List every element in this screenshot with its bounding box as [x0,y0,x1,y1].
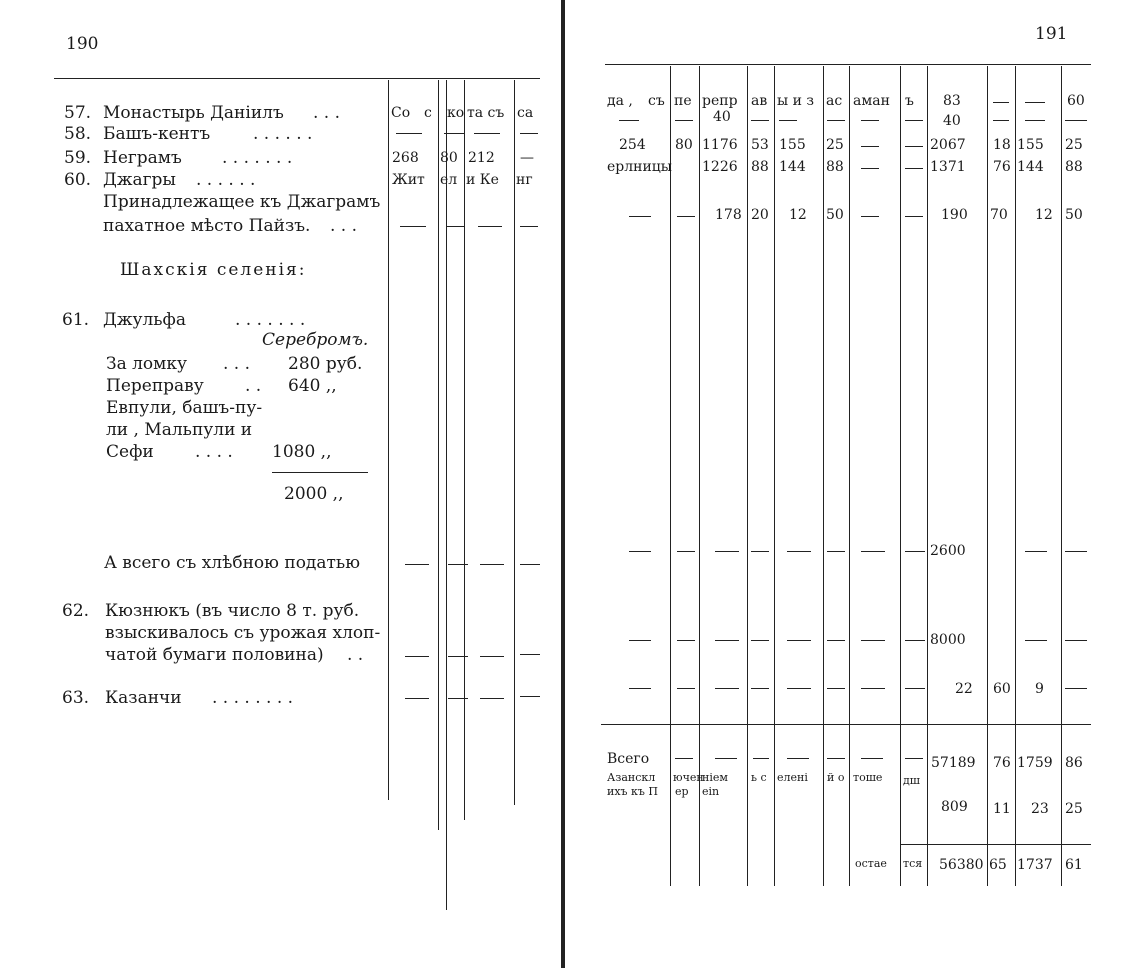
table-cell: 56380 [939,857,984,873]
table-cell: 53 [751,137,769,153]
table-cell: 2067 [930,137,966,153]
dash-mark [861,120,879,121]
table-cell: 25 [1065,137,1083,153]
entry-name: Казанчи [105,688,182,708]
belonging-line: пахатное мѣсто Пайзъ. [103,216,311,236]
entry-name: Башъ-кентъ [103,124,211,144]
table-cell: 23 [1031,801,1049,817]
dash-mark [448,564,468,565]
leader-dots: . . [347,645,364,665]
dash-mark [448,656,468,657]
table-cell: — [520,150,534,166]
dash-mark [446,226,464,227]
dash-mark [905,146,923,147]
dash-mark [478,226,502,227]
leader-dots: . . . . . . [196,170,256,190]
column-rule [699,66,700,886]
header-rule [54,78,540,79]
grand-total-label: А всего съ хлѣбною податью [104,553,360,573]
column-rule [670,66,671,886]
dash-mark [520,654,540,655]
item-label: Сефи [106,442,154,462]
table-cell: ко [447,105,465,121]
table-cell: 60 [1067,93,1085,109]
column-rule [388,80,389,800]
leader-dots: . . . . . . . . [212,688,294,708]
table-cell: та съ [467,105,505,121]
page-number-right: 191 [1035,24,1068,44]
dash-mark [861,640,885,641]
azan-text: дш [903,774,920,787]
table-cell: 88 [751,159,769,175]
currency-label: Серебромъ. [262,330,369,350]
table-cell: с [424,105,432,121]
dash-mark [405,698,429,699]
remainder-label: тся [903,857,923,870]
dash-mark [905,216,923,217]
entry-name: Неграмъ [103,148,182,168]
dash-mark [619,120,639,121]
leader-dots: . . . [313,103,341,123]
dash-mark [405,656,429,657]
dash-mark [677,551,695,552]
dash-mark [905,640,925,641]
table-cell: нг [516,172,533,188]
column-rule [446,80,447,910]
dash-mark [1025,120,1045,121]
column-rule [774,66,775,886]
dash-mark [905,758,923,759]
dash-mark [787,551,811,552]
dash-mark [675,758,693,759]
table-cell: са [517,105,534,121]
dash-mark [405,564,429,565]
table-cell: репр [702,93,738,109]
table-cell: 25 [826,137,844,153]
table-cell: 212 [468,150,495,166]
table-cell: и Ке [466,172,499,188]
table-cell: 80 [675,137,693,153]
table-cell: 22 [955,681,973,697]
leader-dots: . . . . [195,442,233,462]
leader-dots: . . . . . . . [222,148,293,168]
table-cell: 88 [826,159,844,175]
dash-mark [520,696,540,697]
dash-mark [400,226,426,227]
total-label: Всего [607,751,650,767]
dash-mark [905,551,925,552]
azan-text: Азанскл [607,771,656,784]
dash-mark [715,551,739,552]
table-cell: 40 [943,113,961,129]
leader-dots: . . . [330,216,358,236]
table-cell: 2600 [930,543,966,559]
azan-text: елені [777,771,808,784]
azan-text: ніем [702,771,728,784]
table-cell: 25 [1065,801,1083,817]
table-cell: 76 [993,159,1011,175]
dash-mark [787,640,811,641]
remainder-rule [900,844,1091,845]
dash-mark [396,133,422,134]
dash-mark [629,688,651,689]
column-rule [1015,66,1016,886]
dash-mark [861,551,885,552]
dash-mark [629,216,651,217]
table-cell: 57189 [931,755,976,771]
table-cell: 11 [993,801,1011,817]
table-cell: ерлницы [607,159,672,175]
leader-dots: . . . . . . [253,124,313,144]
column-rule [900,66,901,886]
table-cell: 18 [993,137,1011,153]
table-cell: Со [391,105,411,121]
dash-mark [751,551,769,552]
dash-mark [677,640,695,641]
item-label: Евпули, башъ-пу- [106,398,263,418]
dash-mark [480,564,504,565]
entry-name: Джагры [103,170,176,190]
column-rule [464,80,465,820]
left-page [0,0,561,968]
table-cell: 40 [713,109,731,125]
dash-mark [751,688,769,689]
entry-name: Джульфа [103,310,186,330]
dash-mark [787,758,809,759]
dash-mark [861,216,879,217]
azan-text: й о [827,771,845,784]
table-cell: ел [440,172,458,188]
dash-mark [751,640,769,641]
dash-mark [715,688,739,689]
table-cell: 76 [993,755,1011,771]
table-cell: пе [674,93,692,109]
dash-mark [993,102,1009,103]
dash-mark [1065,551,1087,552]
item-label: Переправу [106,376,204,396]
table-cell: 9 [1035,681,1044,697]
entry-number: 63. [62,688,90,708]
column-rule [438,80,439,830]
table-cell: да , [607,93,633,109]
table-cell: аман [853,93,890,109]
entry-number: 58. [64,124,92,144]
subtotal-value: 2000 ,, [284,484,344,504]
table-cell: 1226 [702,159,738,175]
dash-mark [827,120,845,121]
table-cell: 155 [1017,137,1044,153]
dash-mark [715,758,737,759]
dash-mark [827,758,845,759]
dash-mark [520,564,540,565]
azan-text: ер [675,785,689,798]
dash-mark [751,120,769,121]
dash-mark [861,688,885,689]
dash-mark [905,120,923,121]
table-cell: ав [751,93,768,109]
table-cell: 1176 [702,137,738,153]
header-rule [605,64,1091,65]
table-cell: 1759 [1017,755,1053,771]
entry-text: Кюзнюкъ (въ число 8 т. руб. [105,601,360,621]
dash-mark [1065,688,1087,689]
dash-mark [779,120,797,121]
table-cell: 50 [826,207,844,223]
dash-mark [827,688,845,689]
dash-mark [861,168,879,169]
dash-mark [444,133,464,134]
remainder-label: остае [855,857,887,870]
table-cell: 65 [989,857,1007,873]
column-rule [823,66,824,886]
dash-mark [905,688,925,689]
table-cell: 8000 [930,632,966,648]
sum-rule [272,472,368,473]
table-cell: 86 [1065,755,1083,771]
entry-number: 57. [64,103,92,123]
entry-text: взыскивалось съ урожая хлоп- [105,623,381,643]
dash-mark [677,216,695,217]
table-cell: 1737 [1017,857,1053,873]
column-rule [747,66,748,886]
dash-mark [1025,102,1045,103]
table-cell: 1371 [930,159,966,175]
table-cell: ы и з [777,93,815,109]
leader-dots: . . . . . . . [235,310,306,330]
table-cell: 809 [941,799,968,815]
item-value: 1080 ,, [272,442,332,462]
dash-mark [1025,640,1047,641]
dash-mark [715,640,739,641]
table-cell: 12 [789,207,807,223]
table-cell: 80 [440,150,458,166]
dash-mark [753,758,769,759]
table-cell: 88 [1065,159,1083,175]
azan-text: ein [702,785,720,798]
dash-mark [993,120,1009,121]
page-number-left: 190 [66,34,99,54]
column-rule [987,66,988,886]
table-cell: ас [826,93,843,109]
table-cell: Жит [392,172,425,188]
right-page [565,0,1140,968]
dash-mark [675,120,693,121]
dash-mark [861,758,883,759]
azan-text: ихъ къ П [607,785,658,798]
leader-dots: . . [245,376,262,396]
item-label: ли , Мальпули и [106,420,253,440]
dash-mark [480,698,504,699]
entry-number: 60. [64,170,92,190]
dash-mark [474,133,500,134]
item-label: За ломку [106,354,188,374]
leader-dots: . . . [223,354,251,374]
azan-text: ь с [751,771,767,784]
table-cell: 268 [392,150,419,166]
table-cell: 190 [941,207,968,223]
section-heading: Шахскія селенія: [120,260,307,280]
dash-mark [1065,640,1087,641]
column-rule [849,66,850,886]
entry-name: Монастырь Даніилъ [103,103,284,123]
dash-mark [861,146,879,147]
entry-number: 61. [62,310,90,330]
dash-mark [520,226,538,227]
column-rule [1061,66,1062,886]
table-cell: съ [648,93,665,109]
dash-mark [1025,551,1047,552]
dash-mark [520,133,538,134]
table-cell: 144 [779,159,806,175]
table-cell: ъ [905,93,914,109]
dash-mark [629,640,651,641]
table-cell: 155 [779,137,806,153]
table-cell: 70 [990,207,1008,223]
table-cell: 12 [1035,207,1053,223]
dash-mark [827,640,845,641]
entry-number: 62. [62,601,90,621]
table-cell: 144 [1017,159,1044,175]
table-cell: 83 [943,93,961,109]
dash-mark [905,168,923,169]
entry-text: чатой бумаги половина) [105,645,324,665]
column-rule [514,80,515,805]
table-cell: 178 [715,207,742,223]
table-cell: 60 [993,681,1011,697]
item-value: 640 ,, [288,376,337,396]
table-cell: 50 [1065,207,1083,223]
azan-text: ючен [673,771,704,784]
belonging-line: Принадлежащее къ Джаграмъ [103,192,381,212]
dash-mark [827,551,845,552]
azan-text: тоше [853,771,883,784]
table-cell: 254 [619,137,646,153]
dash-mark [629,551,651,552]
column-rule [927,66,928,886]
table-cell: 20 [751,207,769,223]
dash-mark [677,688,695,689]
dash-mark [448,698,468,699]
dash-mark [1065,120,1087,121]
dash-mark [787,688,811,689]
table-cell: 61 [1065,857,1083,873]
entry-number: 59. [64,148,92,168]
item-value: 280 руб. [288,354,363,374]
dash-mark [480,656,504,657]
total-rule [601,724,1091,725]
